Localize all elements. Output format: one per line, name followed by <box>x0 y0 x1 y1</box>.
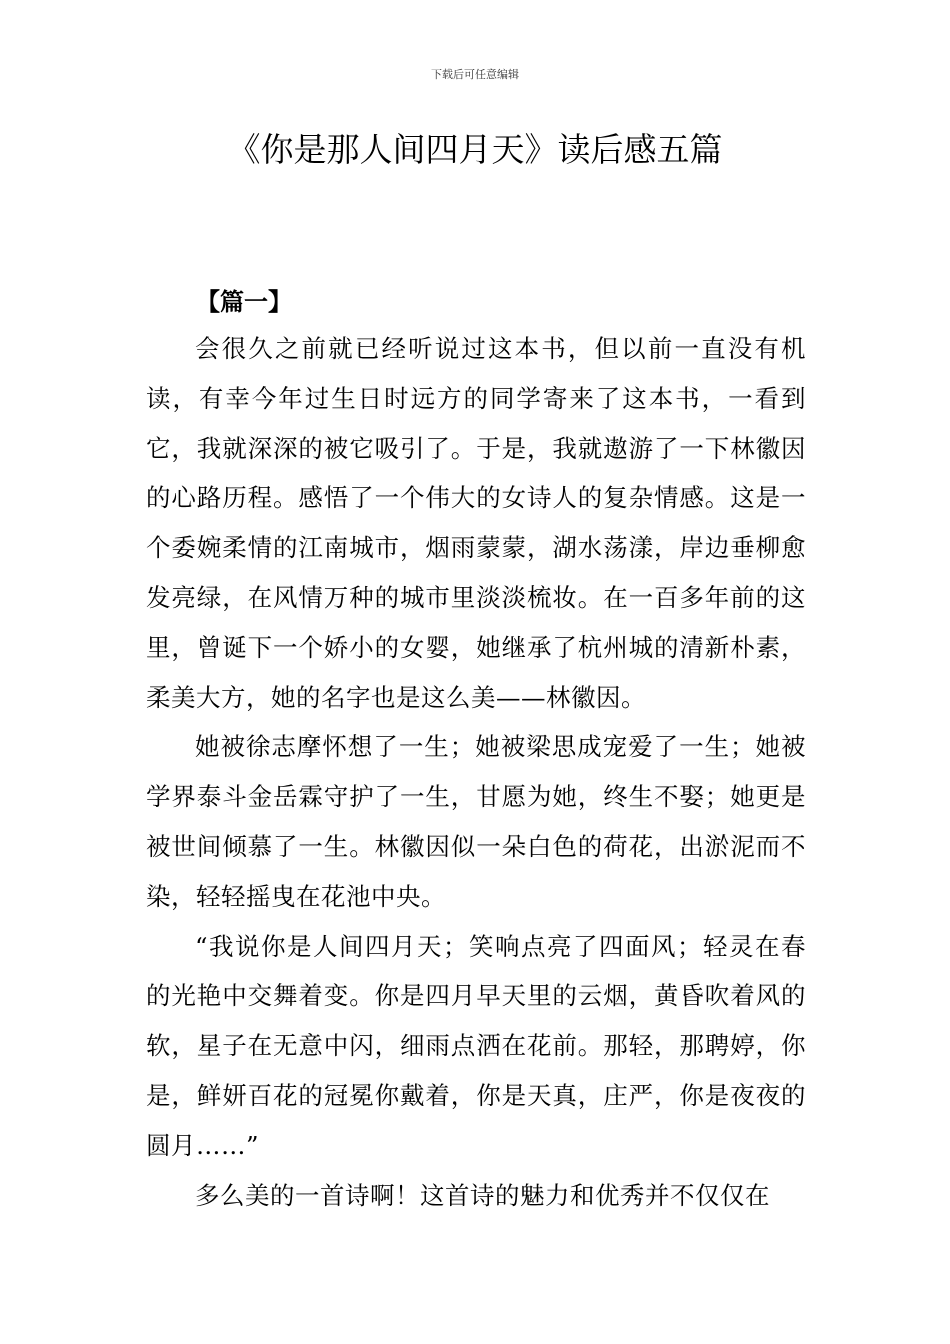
paragraph-3: “我说你是人间四月天；笑响点亮了四面风；轻灵在春的光艳中交舞着变。你是四月早天里的云烟，黄昏吹着风的软，星子在无意中闪，细雨点洒在花前。那轻，那聘婷，你是，鲜妍百花的冠冕你戴着，你是天真，庄严，你是夜夜的圆月……” <box>146 931 806 1160</box>
paragraph-1: 会很久之前就已经听说过这本书，但以前一直没有机读，有幸今年过生日时远方的同学寄来了这本书，一看到它，我就深深的被它吸引了。于是，我就遨游了一下林徽因的心路历程。感悟了一个伟大的女诗人的复杂情感。这是一个委婉柔情的江南城市，烟雨蒙蒙，湖水荡漾，岸边垂柳愈发亮绿，在风情万种的城市里淡淡梳妆。在一百多年前的这里，曾诞下一个娇小的女婴，她继承了杭州城的清新朴素，柔美大方，她的名字也是这么美——林徽因。 <box>146 334 806 712</box>
paragraph-4: 多么美的一首诗啊！这首诗的魅力和优秀并不仅仅在 <box>195 1180 770 1210</box>
header-note: 下载后可任意编辑 <box>431 68 519 81</box>
document-title: 《你是那人间四月天》读后感五篇 <box>227 130 723 169</box>
document-body <box>146 324 806 1220</box>
section-label: 【篇一】 <box>196 288 292 316</box>
paragraph-2: 她被徐志摩怀想了一生；她被梁思成宠爱了一生；她被学界泰斗金岳霖守护了一生，甘愿为她，终生不娶；她更是被世间倾慕了一生。林徽因似一朵白色的荷花，出淤泥而不染，轻轻摇曳在花池中央。 <box>146 732 806 911</box>
